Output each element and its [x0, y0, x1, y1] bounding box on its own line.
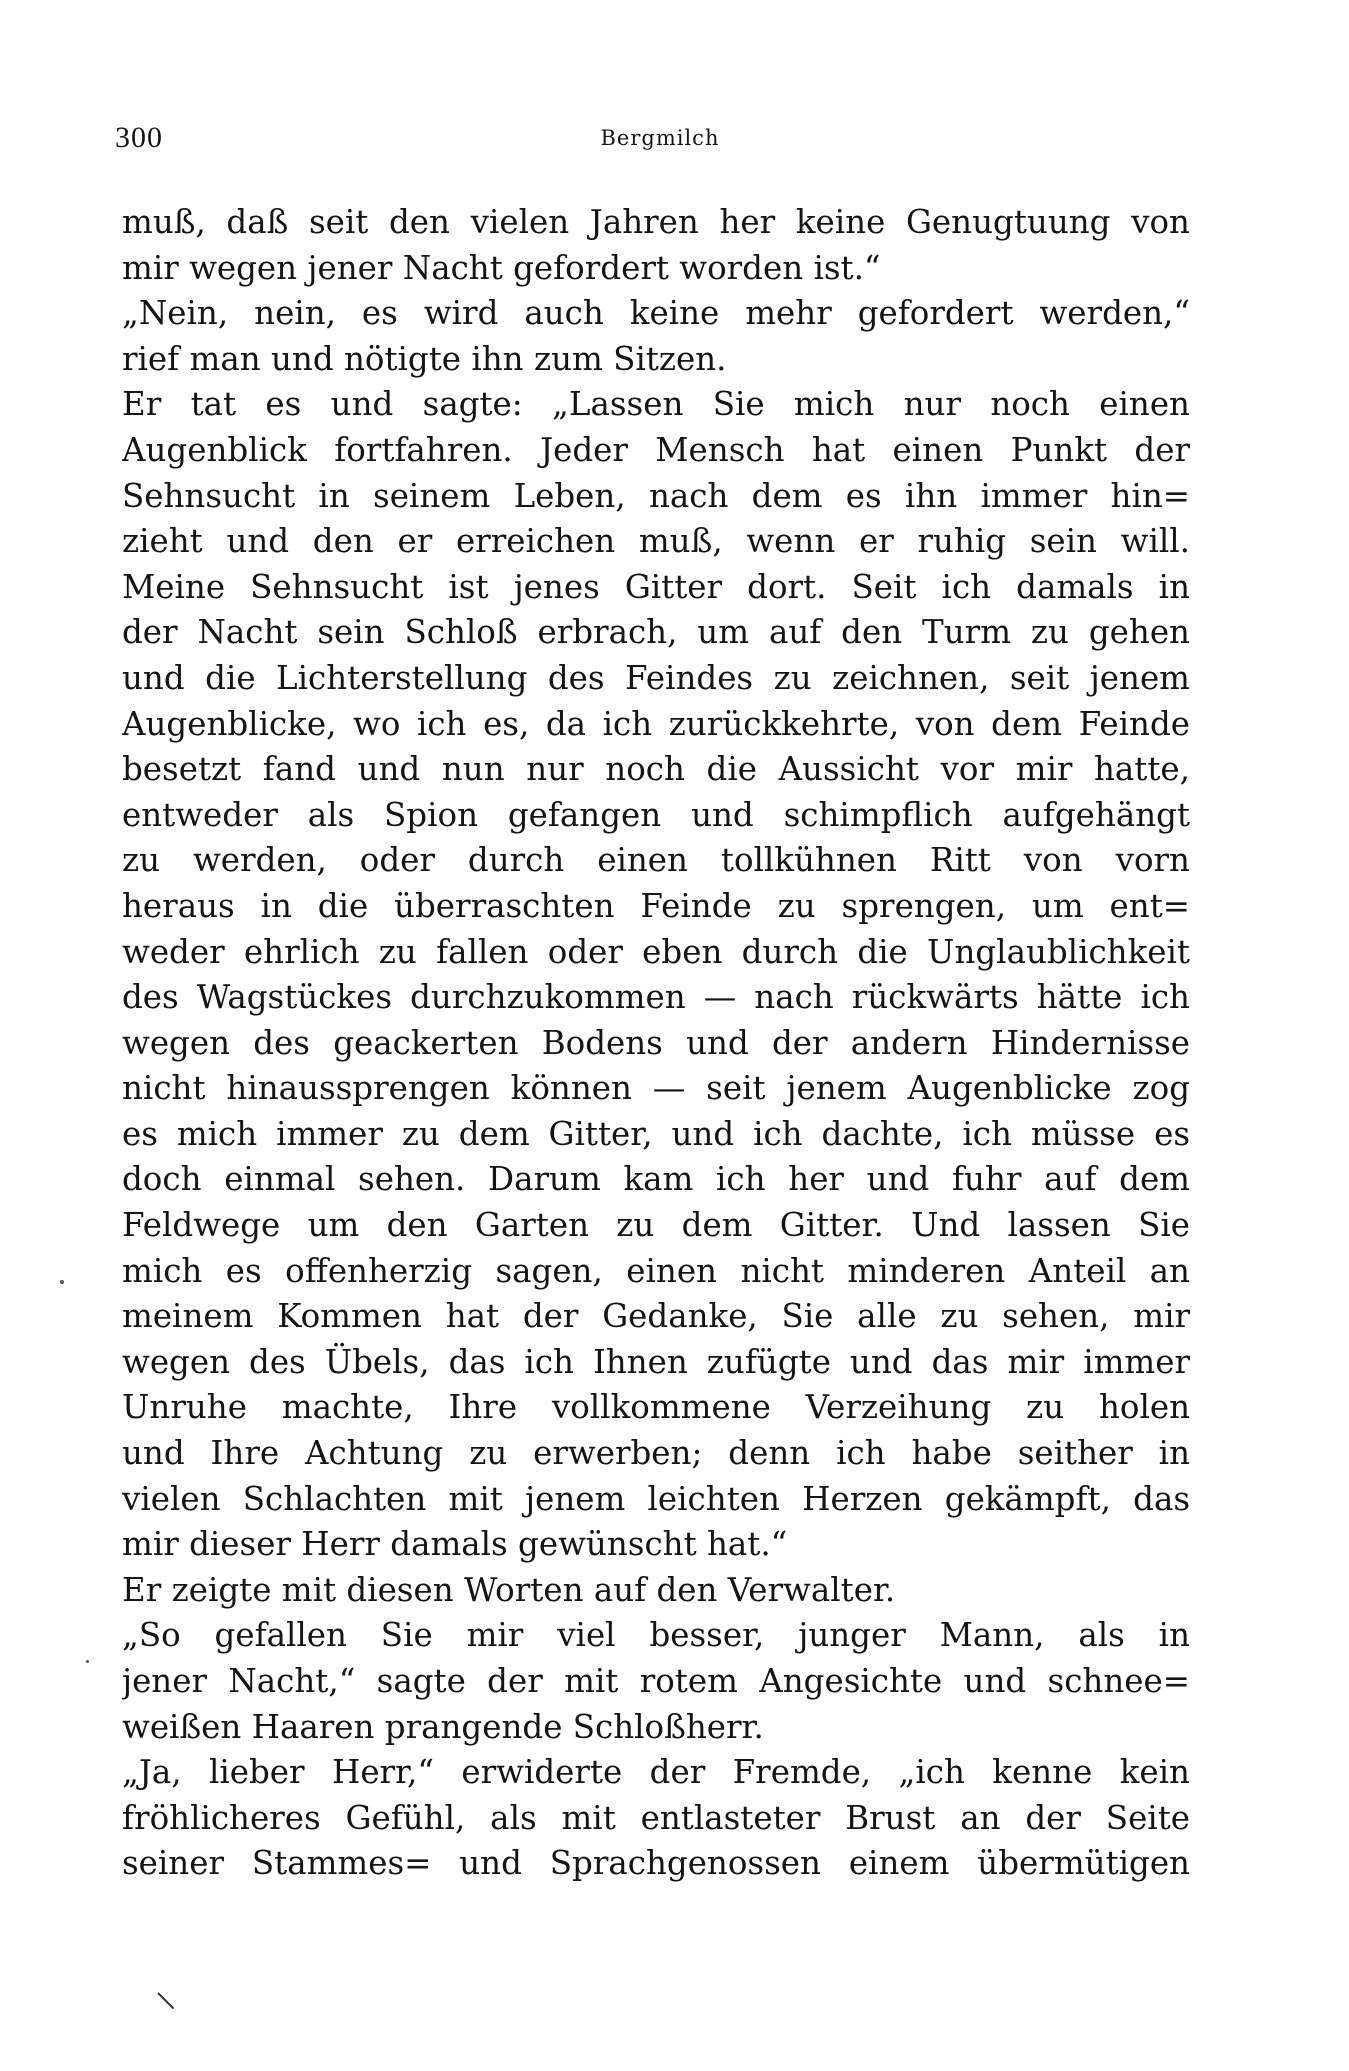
text-line: wegen des Übels, das ich Ihnen zufügte und das mir immer: [122, 1342, 1190, 1381]
running-title: Bergmilch: [600, 126, 720, 150]
body-text: [122, 200, 1190, 1887]
text-line: entweder als Spion gefangen und schimpflich aufgehängt: [122, 795, 1190, 834]
text-line: Augenblicke, wo ich es, da ich zurückkehrte, von dem Feinde: [122, 704, 1190, 743]
text-line: heraus in die überraschten Feinde zu sprengen, um ent=: [122, 886, 1190, 925]
text-line: mich es offenherzig sagen, einen nicht minderen Anteil an: [122, 1251, 1190, 1290]
text-line: wegen des geackerten Bodens und der andern Hindernisse: [122, 1023, 1190, 1062]
text-line: mir wegen jener Nacht gefordert worden ist.“: [122, 248, 881, 287]
text-line: Unruhe machte, Ihre vollkommene Verzeihung zu holen: [122, 1388, 1190, 1427]
text-line: seiner Stammes= und Sprachgenossen einem übermütigen: [122, 1844, 1190, 1883]
text-line: vielen Schlachten mit jenem leichten Herzen gekämpft, das: [122, 1479, 1190, 1518]
page-header: [0, 118, 1349, 158]
text-line: Augenblick fortfahren. Jeder Mensch hat einen Punkt der: [122, 430, 1190, 469]
text-line: Er zeigte mit diesen Worten auf den Verwalter.: [122, 1570, 896, 1609]
text-line: jener Nacht,“ sagte der mit rotem Angesichte und schnee=: [122, 1662, 1190, 1700]
text-line: fröhlicheres Gefühl, als mit entlasteter Brust an der Seite: [122, 1798, 1190, 1837]
text-line: meinem Kommen hat der Gedanke, Sie alle zu sehen, mir: [122, 1297, 1190, 1336]
text-line: rief man und nötigte ihn zum Sitzen.: [122, 339, 727, 378]
text-line: „Ja, lieber Herr,“ erwiderte der Fremde, „ich kenne kein: [122, 1753, 1190, 1792]
page-number: 300: [115, 121, 163, 154]
text-line: „So gefallen Sie mir viel besser, junger Mann, als in: [122, 1616, 1190, 1655]
text-line: doch einmal sehen. Darum kam ich her und fuhr auf dem: [122, 1160, 1190, 1199]
text-line: weder ehrlich zu fallen oder eben durch die Unglaublichkeit: [122, 932, 1190, 971]
text-line: Meine Sehnsucht ist jenes Gitter dort. Seit ich damals in: [122, 567, 1190, 606]
text-line: des Wagstückes durchzukommen — nach rückwärts hätte ich: [122, 978, 1190, 1017]
text-line: nicht hinaussprengen können — seit jenem Augenblicke zog: [122, 1069, 1190, 1108]
scan-stroke-mark: [157, 1992, 174, 2009]
text-line: es mich immer zu dem Gitter, und ich dachte, ich müsse es: [122, 1114, 1190, 1153]
text-line: „Nein, nein, es wird auch keine mehr gefordert werden,“: [122, 294, 1190, 333]
text-line: der Nacht sein Schloß erbrach, um auf den Turm zu gehen: [122, 613, 1190, 652]
text-line: weißen Haaren prangende Schloßherr.: [122, 1707, 764, 1746]
text-line: und Ihre Achtung zu erwerben; denn ich habe seither in: [122, 1434, 1190, 1473]
text-line: zieht und den er erreichen muß, wenn er ruhig sein will.: [122, 522, 1190, 561]
text-line: Sehnsucht in seinem Leben, nach dem es ihn immer hin=: [122, 476, 1190, 515]
text-line: zu werden, oder durch einen tollkühnen Ritt von vorn: [122, 841, 1190, 880]
scan-speck: [60, 1280, 64, 1284]
scan-speck: [86, 1660, 89, 1663]
text-line: Feldwege um den Garten zu dem Gitter. Und lassen Sie: [122, 1206, 1190, 1245]
text-line: und die Lichterstellung des Feindes zu zeichnen, seit jenem: [122, 658, 1190, 697]
text-line: muß, daß seit den vielen Jahren her keine Genugtuung von: [122, 203, 1190, 241]
text-line: mir dieser Herr damals gewünscht hat.“: [122, 1525, 788, 1564]
text-line: besetzt fand und nun nur noch die Aussicht vor mir hatte,: [122, 750, 1190, 789]
text-line: Er tat es und sagte: „Lassen Sie mich nur noch einen: [122, 385, 1190, 424]
